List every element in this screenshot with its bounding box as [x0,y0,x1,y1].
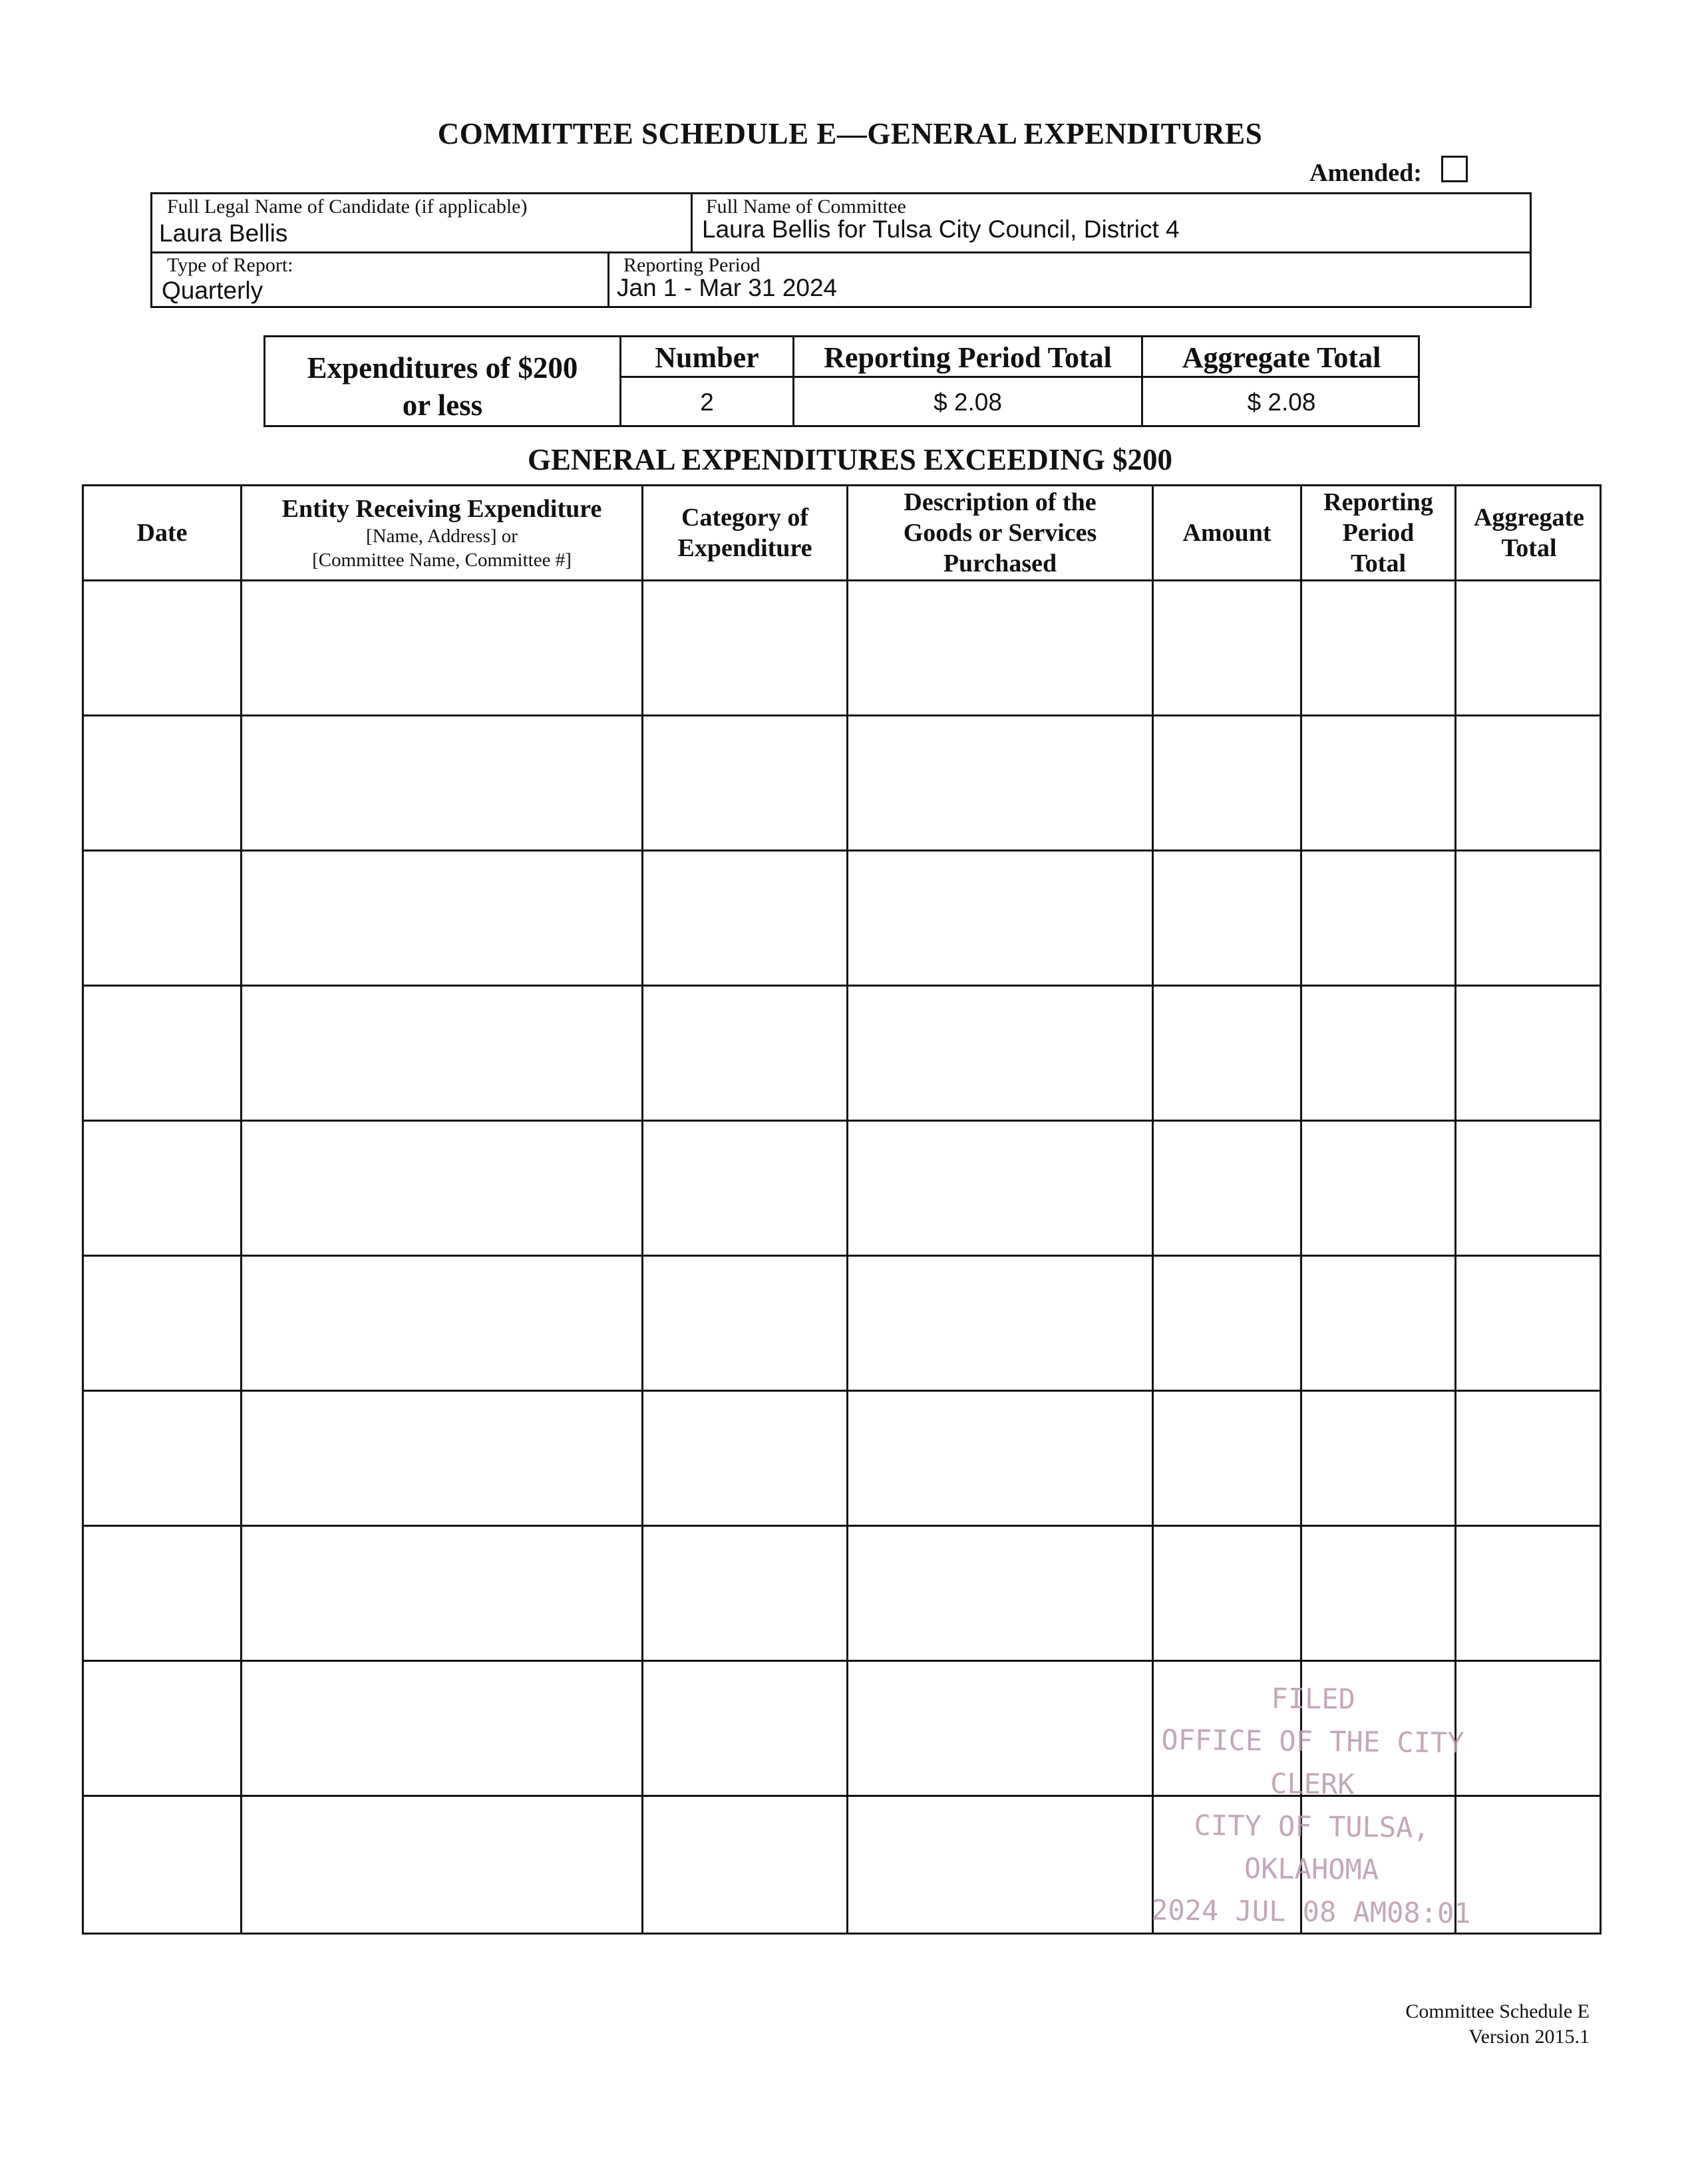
form-version: Committee Schedule E Version 2015.1 [1405,2000,1590,2048]
section-title: GENERAL EXPENDITURES EXCEEDING $200 [528,443,1172,476]
col-date: Date [136,519,188,547]
committee-info-box [150,192,1532,308]
small-expenditures-label: Expenditures of $200 or less [307,351,578,422]
committee-name-label: Full Name of Committee [706,196,906,218]
aggregate-total-field[interactable]: $ 2.08 [1247,389,1316,416]
col-amount: Amount [1182,519,1272,547]
col-aggregate: Aggregate Total [1473,504,1584,562]
aggregate-total-header: Aggregate Total [1182,341,1381,374]
filed-stamp: FILED OFFICE OF THE CITY CLERK CITY OF TULSA, OKLAHOMA 2024 JUL 08 AM08:01 [1150,1682,1471,1930]
amended-checkbox[interactable] [1441,156,1468,182]
form-title: COMMITTEE SCHEDULE E—GENERAL EXPENDITURES [437,117,1263,150]
committee-name-field[interactable]: Laura Bellis for Tulsa City Council, District 4 [702,216,1180,243]
report-type-field[interactable]: Quarterly [162,277,263,304]
number-header: Number [655,341,759,374]
reporting-period-label: Reporting Period [623,254,761,276]
period-total-field[interactable]: $ 2.08 [934,389,1002,416]
report-type-label: Type of Report: [167,254,293,276]
col-description: Description of the Goods or Services Purchased [903,488,1097,577]
candidate-name-field[interactable]: Laura Bellis [159,220,288,247]
col-period-total: Reporting Period Total [1323,488,1433,577]
number-field[interactable]: 2 [700,389,714,416]
small-expenditures-summary [263,335,1420,427]
reporting-period-field[interactable]: Jan 1 - Mar 31 2024 [617,274,838,301]
candidate-name-label: Full Legal Name of Candidate (if applicable) [167,196,528,218]
col-entity: Entity Receiving Expenditure [Name, Address] or [Committee Name, Committee #] [281,495,602,571]
amended-label: Amended: [1309,159,1422,187]
period-total-header: Reporting Period Total [824,341,1112,374]
col-category: Category of Expenditure [677,504,812,562]
